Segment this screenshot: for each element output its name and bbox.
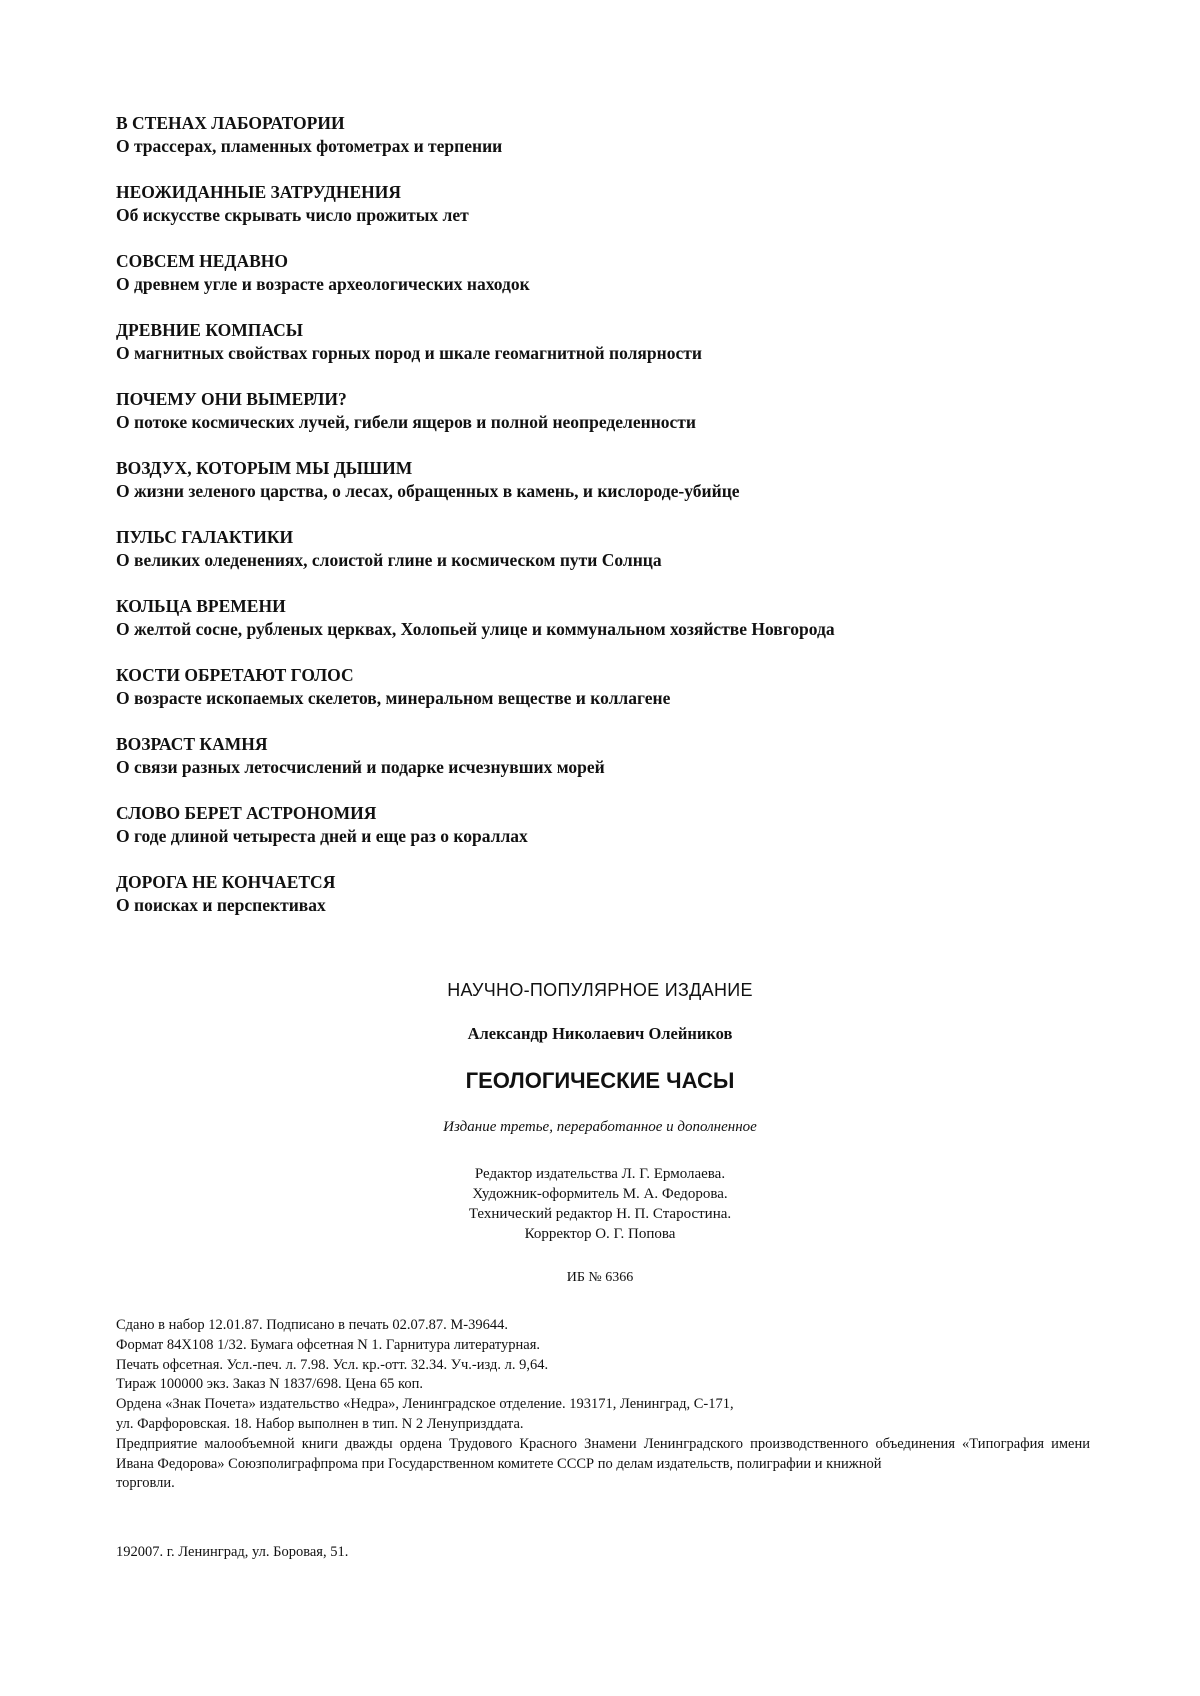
toc-entry [116,112,1076,158]
toc-chapter-title: СОВСЕМ НЕДАВНО [116,251,288,271]
credit-artist: Художник-оформитель М. А. Федорова. [472,1186,728,1202]
toc-entry [116,388,1076,434]
toc-chapter-title: ПОЧЕМУ ОНИ ВЫМЕРЛИ? [116,389,347,409]
author-name: Александр Николаевич Олейников [467,1024,733,1043]
toc-entry [116,664,1076,710]
toc-chapter-title: КОЛЬЦА ВРЕМЕНИ [116,596,286,616]
printer-paragraph: Предприятие малообъемной книги дважды ордена Трудового Красного Знамени Ленинградского производственного объединения «Типография имени Ивана Федорова» Союзполиграфпрома при Государственном комитете СССР по делам издательств, полиграфии и книжной [116,1435,1090,1472]
print-line: Сдано в набор 12.01.87. Подписано в печать 02.07.87. М-39644. [116,1317,509,1333]
toc-chapter-subtitle: О желтой сосне, рубленых церквах, Холопьей улице и коммунальном хозяйстве Новгорода [116,619,835,639]
toc-chapter-subtitle: О возрасте ископаемых скелетов, минеральном веществе и коллагене [116,688,671,708]
toc-entry [116,733,1076,779]
credits-list [0,1164,1200,1244]
toc-chapter-title: ДОРОГА НЕ КОНЧАЕТСЯ [116,872,336,892]
toc-chapter-title: ПУЛЬС ГАЛАКТИКИ [116,527,294,547]
credit-editor: Редактор издательства Л. Г. Ермолаева. [474,1166,726,1182]
toc-chapter-subtitle: Об искусстве скрывать число прожитых лет [116,205,469,225]
toc-chapter-title: ДРЕВНИЕ КОМПАСЫ [116,320,303,340]
toc-chapter-title: ВОЗДУХ, КОТОРЫМ МЫ ДЫШИМ [116,458,413,478]
toc-entry [116,802,1076,848]
printer-paragraph-end: торговли. [116,1475,175,1492]
print-details [116,1316,1090,1494]
toc-chapter-subtitle: О магнитных свойствах горных пород и шкале геомагнитной полярности [116,343,702,363]
print-line: Ордена «Знак Почета» издательство «Недра», Ленинградское отделение. 193171, Ленинград, С-171, [116,1396,734,1413]
edition-note: Издание третье, переработанное и дополненное [443,1119,757,1135]
table-of-contents [116,112,1076,940]
series-label: НАУЧНО-ПОПУЛЯРНОЕ ИЗДАНИЕ [447,980,753,1000]
print-line: Формат 84X108 1/32. Бумага офсетная N 1. Гарнитура литературная. [116,1336,541,1353]
toc-chapter-subtitle: О жизни зеленого царства, о лесах, обращенных в камень, и кислороде-убийце [116,481,740,501]
toc-chapter-title: СЛОВО БЕРЕТ АСТРОНОМИЯ [116,803,377,823]
toc-entry [116,181,1076,227]
toc-entry [116,319,1076,365]
toc-chapter-subtitle: О трассерах, пламенных фотометрах и терпении [116,136,503,156]
toc-chapter-title: В СТЕНАХ ЛАБОРАТОРИИ [116,113,345,133]
toc-chapter-subtitle: О древнем угле и возрасте археологических находок [116,274,530,294]
toc-chapter-subtitle: О потоке космических лучей, гибели ящеров и полной неопределенности [116,412,696,432]
print-line: Печать офсетная. Усл.-печ. л. 7.98. Усл. кр.-отт. 32.34. Уч.-изд. л. 9,64. [116,1356,549,1373]
book-title: ГЕОЛОГИЧЕСКИЕ ЧАСЫ [465,1068,735,1093]
toc-entry [116,526,1076,572]
toc-chapter-title: ВОЗРАСТ КАМНЯ [116,734,268,754]
credit-proofreader: Корректор О. Г. Попова [524,1226,676,1242]
toc-entry [116,595,1076,641]
imprint-block [0,978,1200,1288]
toc-entry [116,871,1076,917]
print-line: ул. Фарфоровская. 18. Набор выполнен в тип. N 2 Ленупризддата. [116,1415,524,1432]
toc-chapter-subtitle: О связи разных летосчислений и подарке исчезнувших морей [116,757,605,777]
toc-entry [116,250,1076,296]
toc-chapter-subtitle: О поисках и перспективах [116,895,326,915]
print-line: Тираж 100000 экз. Заказ N 1837/698. Цена 65 коп. [116,1376,423,1393]
ib-number: ИБ № 6366 [566,1270,634,1285]
credit-tech-editor: Технический редактор Н. П. Старостина. [468,1206,732,1222]
toc-chapter-title: КОСТИ ОБРЕТАЮТ ГОЛОС [116,665,354,685]
toc-chapter-subtitle: О великих оледенениях, слоистой глине и космическом пути Солнца [116,550,662,570]
printer-address: 192007. г. Ленинград, ул. Боровая, 51. [116,1544,349,1560]
toc-chapter-subtitle: О годе длиной четыреста дней и еще раз о кораллах [116,826,528,846]
toc-chapter-title: НЕОЖИДАННЫЕ ЗАТРУДНЕНИЯ [116,182,402,202]
toc-entry [116,457,1076,503]
